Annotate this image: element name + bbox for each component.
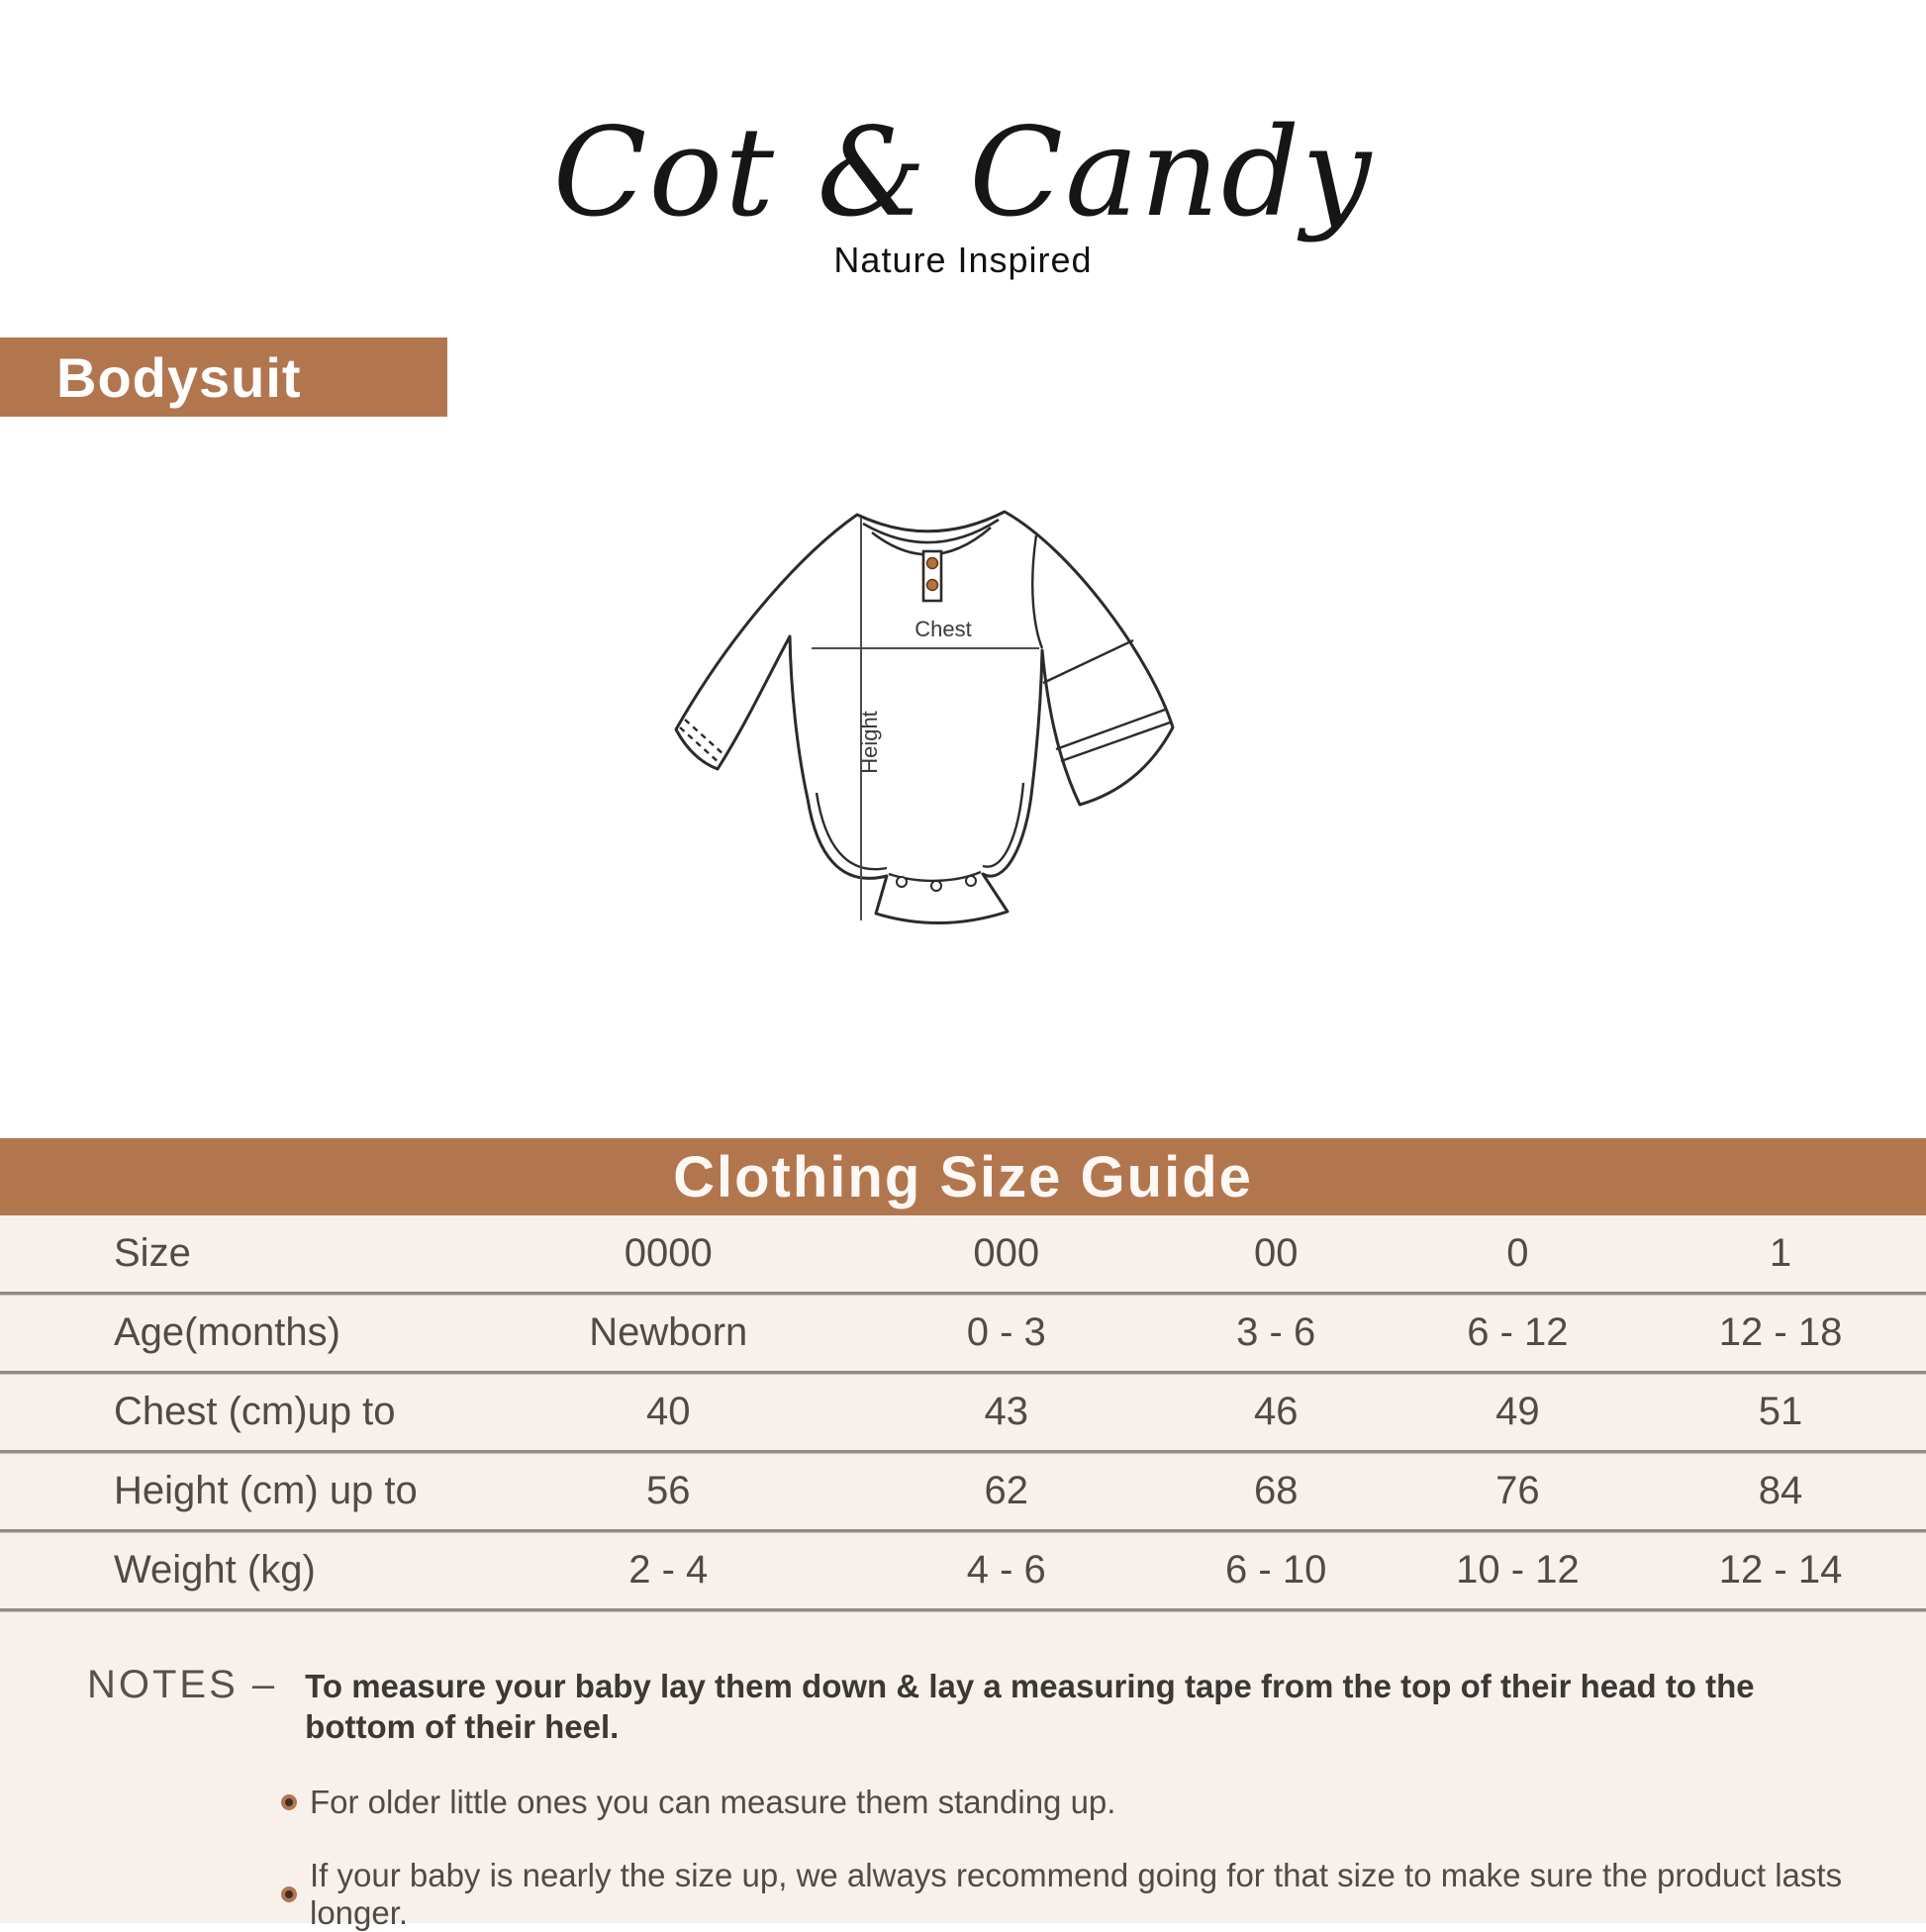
notes-main-text: To measure your baby lay them down & lay a measuring tape from the top of their head to the bottom of their heel. <box>305 1668 1755 1746</box>
notes-bullet-1 <box>281 1784 1867 1821</box>
cell: 0 - 3 <box>966 1310 1046 1354</box>
cell: 51 <box>1758 1390 1803 1433</box>
row-label: Age(months) <box>114 1310 340 1354</box>
row-label: Height (cm) up to <box>114 1469 418 1512</box>
button-icon <box>927 558 938 569</box>
brand-logo <box>0 102 1926 281</box>
size-guide-title-banner <box>0 1138 1926 1215</box>
brand-name: Cot & Candy <box>552 102 1374 244</box>
notes-heading: NOTES – <box>87 1663 278 1706</box>
bodysuit-illustration-icon <box>646 490 1181 985</box>
cell: 3 - 6 <box>1236 1310 1316 1354</box>
chest-measure-label: Chest <box>915 617 972 641</box>
bodysuit-drawing <box>646 490 1181 985</box>
cell: 1 <box>1769 1231 1792 1275</box>
product-label: Bodysuit <box>56 345 302 409</box>
size-table <box>0 1215 1926 1611</box>
table-row-height <box>0 1453 1926 1532</box>
table-row-size <box>0 1215 1926 1295</box>
notes-section <box>0 1611 1926 1932</box>
cell: 62 <box>984 1469 1029 1512</box>
notes-bullet-text: If your baby is nearly the size up, we always recommend going for that size to make sure the product lasts longer. <box>310 1856 1843 1931</box>
notes-bullet-text: For older little ones you can measure them standing up. <box>310 1783 1116 1820</box>
brand-tagline: Nature Inspired <box>833 240 1093 281</box>
cell: Newborn <box>589 1310 748 1354</box>
cell: 6 - 10 <box>1225 1548 1327 1592</box>
cell: 49 <box>1495 1390 1540 1433</box>
table-row-chest <box>0 1374 1926 1453</box>
cell: 000 <box>973 1231 1040 1275</box>
table-row-age <box>0 1295 1926 1374</box>
product-banner <box>0 338 447 417</box>
cell: 56 <box>646 1469 691 1512</box>
cell: 76 <box>1495 1469 1540 1512</box>
row-label: Chest (cm)up to <box>114 1390 396 1433</box>
row-label: Size <box>114 1231 191 1275</box>
cell: 10 - 12 <box>1456 1548 1580 1592</box>
bullet-icon <box>281 1794 297 1810</box>
cell: 43 <box>984 1390 1029 1433</box>
table-row-weight <box>0 1532 1926 1611</box>
cell: 46 <box>1253 1390 1299 1433</box>
notes-bullet-2 <box>281 1857 1867 1932</box>
cell: 12 - 14 <box>1718 1548 1843 1592</box>
size-guide-title: Clothing Size Guide <box>673 1144 1253 1209</box>
notes-main-line <box>87 1663 1867 1748</box>
button-icon <box>927 580 938 591</box>
cell: 0 <box>1506 1231 1529 1275</box>
cell: 84 <box>1758 1469 1803 1512</box>
cell: 12 - 18 <box>1718 1310 1843 1354</box>
height-measure-label: Height <box>857 711 882 774</box>
cell: 68 <box>1253 1469 1299 1512</box>
bullet-icon <box>281 1886 297 1902</box>
cell: 2 - 4 <box>628 1548 709 1592</box>
cell: 4 - 6 <box>966 1548 1046 1592</box>
cell: 00 <box>1253 1231 1299 1275</box>
cell: 0000 <box>624 1231 713 1275</box>
row-label: Weight (kg) <box>114 1548 316 1592</box>
cell: 6 - 12 <box>1467 1310 1569 1354</box>
size-guide-section <box>0 1138 1926 1931</box>
cell: 40 <box>646 1390 691 1433</box>
